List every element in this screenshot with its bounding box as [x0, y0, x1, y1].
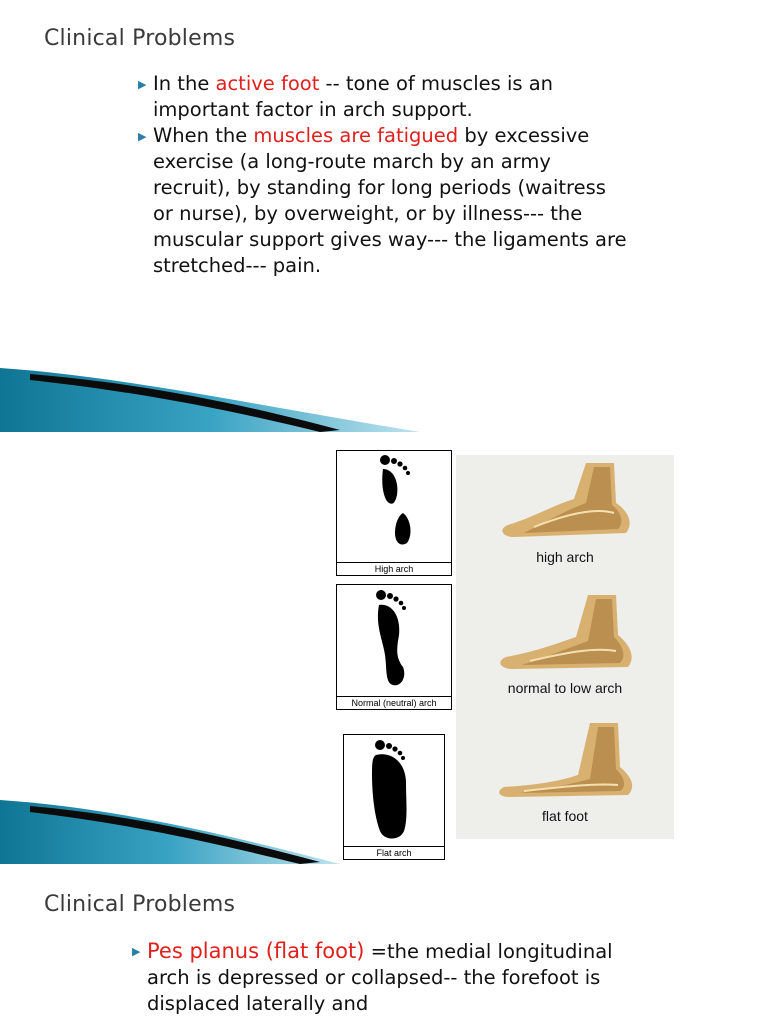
bullet-text-pre: In the — [153, 72, 216, 95]
bullet-list — [132, 938, 627, 1017]
bullet-item — [138, 123, 628, 279]
slide-title: Clinical Problems — [44, 892, 236, 917]
slide-2 — [0, 432, 768, 866]
bullet-text-pre: When the — [153, 124, 254, 147]
bullet-text-post: by excessive exercise (a long-route march by an army recruit), by standing for long periods (waitress or nurse), by overweight, or by illness--- the muscular support gives way--- the ligaments are stretched--- pain. — [153, 124, 627, 277]
bullet-highlight: Pes planus (flat foot) — [147, 939, 365, 963]
decorative-swoosh — [0, 362, 420, 432]
slide-title: Clinical Problems — [44, 26, 236, 51]
foot-skeleton-icon — [494, 595, 644, 675]
foot-label: normal to low arch — [507, 680, 623, 696]
bullet-list — [138, 71, 628, 279]
triangle-right-icon: ▶ — [138, 130, 147, 143]
footprint-icon — [337, 451, 451, 561]
footprint-normal-arch — [336, 584, 452, 710]
foot-photo-panel — [456, 455, 674, 839]
bullet-highlight: muscles are fatigued — [253, 124, 459, 147]
decorative-swoosh — [0, 794, 420, 866]
bullet-item — [132, 938, 627, 1017]
foot-skeleton-icon — [494, 723, 644, 803]
bullet-text-post: -- tone of muscles is an important factor in arch support. — [153, 72, 554, 121]
footprint-caption: Normal (neutral) arch — [337, 696, 451, 709]
slide-1 — [0, 0, 768, 432]
slide-3 — [0, 866, 768, 1024]
bullet-item — [138, 71, 628, 123]
footprint-caption: High arch — [337, 562, 451, 575]
triangle-right-icon: ▶ — [132, 945, 141, 958]
footprint-caption: Flat arch — [344, 846, 444, 859]
footprint-icon — [337, 585, 451, 695]
triangle-right-icon: ▶ — [138, 78, 147, 91]
foot-skeleton-icon — [494, 463, 644, 543]
foot-label: flat foot — [542, 808, 588, 824]
bullet-text-post: =the medial longitudinal arch is depressed or collapsed-- the forefoot is displaced laterally and — [147, 940, 613, 1015]
foot-label: high arch — [536, 549, 594, 565]
bullet-highlight: active foot — [215, 72, 320, 95]
footprint-high-arch — [336, 450, 452, 576]
